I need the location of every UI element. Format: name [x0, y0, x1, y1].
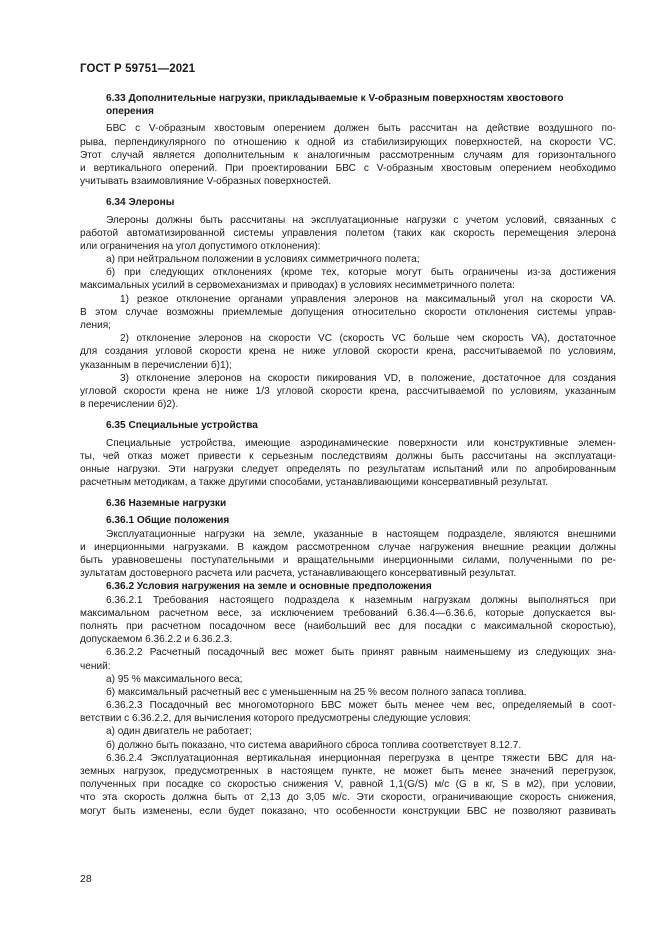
paragraph-line: Эксплуатационные нагрузки на земле, указанные в настоящем подразделе, являются внешними	[106, 528, 616, 540]
list-item-a: а) 95 % максимального веса;	[106, 673, 243, 685]
list-item-a: а) при нейтральном положении в условиях симметричного полета;	[106, 254, 420, 266]
list-item-b: б) максимальный расчетный вес с уменьшенным на 25 % весом полного запаса топлива.	[106, 686, 527, 698]
paragraph-line: максимальном расчетном весе, за исключением требований 6.36.4—6.36.6, которые допускается вы-	[80, 607, 616, 619]
paragraph-line: земных нагрузок, предусмотренных в настоящем пункте, не может быть менее значений перегрузок,	[80, 766, 616, 777]
paragraph-line: Элероны должны быть рассчитаны на эксплуатационные нагрузки с учетом условий, связанных с	[106, 214, 616, 226]
list-item-b: б) должно быть показано, что система аварийного сброса топлива соответствует 8.12.7.	[106, 739, 522, 751]
paragraph-line: учитывать взаимовлияние V-образных поверхностей.	[80, 176, 332, 188]
section-6-33-title-line-2: оперения	[106, 106, 154, 118]
page-number: 28	[80, 873, 92, 885]
paragraph-line: расчетным методикам, а также другими способами, устанавливающими консервативный результат.	[80, 477, 549, 489]
paragraph-line: для создания угловой скорости крена не ниже угловой скорости крена, рассчитываемой по условиям,	[80, 346, 616, 358]
paragraph-line: полученных при посадке со скоростью снижения V, равной 1,1(G/S) м/с (G в кг, S в м2), при условии,	[80, 779, 616, 791]
list-item-b3: 3) отклонение элеронов на скорости пикирования VD, в положение, достаточное для создания	[120, 372, 616, 384]
paragraph-line: полнять при расчетном посадочном весе (наибольший вес для посадки с максимальной скоростью),	[80, 620, 616, 632]
paragraph-line: работой автоматизированной системы управления полетом (таких как скорость перемещения элерона	[80, 227, 616, 239]
paragraph-line: 6.36.2.2 Расчетный посадочный вес может быть принят равным наименьшему из следующих зна-	[106, 647, 616, 659]
paragraph-line: ветствии с 6.36.2.2, для вычисления которого предусмотрены следующие условия:	[80, 713, 472, 725]
paragraph-line: Специальные устройства, имеющие аэродинамические поверхности или конструктивные элемен-	[106, 437, 616, 449]
list-item-b: б) при следующих отклонениях (кроме тех, которые могут быть ограничены из-за достижения	[106, 267, 616, 279]
subsection-6-36-1-title: 6.36.1 Общие положения	[106, 515, 230, 527]
paragraph-line: онные нагрузки. Эти нагрузки следует определять по результатам испытаний или по апробированным	[80, 463, 616, 475]
standard-header: ГОСТ Р 59751—2021	[80, 63, 196, 75]
list-item-a: а) один двигатель не работает;	[106, 726, 252, 738]
paragraph-line: ления;	[80, 320, 111, 331]
paragraph-line: ты, чей отказ может привести к серьезным последствиям должны быть рассчитаны на эксплуатаци-	[80, 450, 616, 462]
paragraph-line: 6.36.2.3 Посадочный вес многомоторного БВС может быть менее чем вес, определяемый в соот-	[106, 700, 616, 712]
paragraph-line: что эта скорость должна быть от 2,13 до 3,05 м/с. Эти скорости, ограничивающие скорость снижения,	[80, 792, 616, 804]
list-item-b1: 1) резкое отклонение органами управления элеронов на максимальный угол на скорости VA.	[120, 293, 616, 305]
paragraph-line: БВС с V-образным хвостовым оперением должен быть рассчитан на действие воздушного по-	[106, 123, 616, 135]
section-6-33-title-line-1: 6.33 Дополнительные нагрузки, прикладываемые к V-образным поверхностям хвостового	[106, 93, 564, 104]
paragraph-line: чений:	[80, 660, 111, 672]
paragraph-line: указанным в перечислении б)1);	[80, 359, 232, 371]
document-body	[80, 92, 616, 818]
section-6-36-title: 6.36 Наземные нагрузки	[106, 498, 227, 510]
paragraph-line: Этот случай является дополнительным к аналогичным рассмотренным случаям для горизонтального	[80, 149, 616, 161]
paragraph-line: и вертикального оперений. При проектировании БВС с V-образным хвостовым оперением необходимо	[80, 162, 616, 174]
paragraph-line: В этом случае возможны приемлемые допущения относительно скорости отклонения системы управ-	[80, 306, 616, 318]
paragraph-line: могут быть изменены, если будет показано, что особенности конструкции БВС не позволяют развивать	[80, 805, 616, 817]
paragraph-line: быть уравновешены поступательными и вращательными инерционными силами, полученными по ре-	[80, 555, 616, 566]
paragraph-line: в перечислении б)2).	[80, 399, 179, 411]
paragraph-line: или ограничения на угол допустимого отклонения):	[80, 240, 321, 252]
paragraph-line: рыва, перпендикулярного по отношению к одной из стабилизирующих поверхностей, на скорости VC.	[80, 136, 616, 148]
section-6-34-title: 6.34 Элероны	[106, 197, 175, 209]
paragraph-line: допускаемом 6.36.2.2 и 6.36.2.3.	[80, 634, 233, 646]
paragraph-line: зультатам достоверного расчета или расчета, устанавливающего консервативный результат.	[80, 568, 517, 580]
section-6-35-title: 6.35 Специальные устройства	[106, 420, 258, 432]
list-item-b2: 2) отклонение элеронов на скорости VC (скорость VC больше чем скорость VA), достаточное	[120, 333, 616, 345]
subsection-6-36-2-title: 6.36.2 Условия нагружения на земле и основные предположения	[106, 581, 432, 593]
paragraph-line: 6.36.2.4 Эксплуатационная вертикальная инерционная перегрузка в центре тяжести БВС для на-	[106, 752, 616, 764]
paragraph-line: 6.36.2.1 Требования настоящего подраздела к наземным нагрузкам должны выполняться при	[106, 594, 616, 606]
paragraph-line: угловой скорости крена не ниже 1/3 угловой скорости крена, рассчитываемой по условиям, указанным	[80, 385, 616, 397]
paragraph-line: и инерционными нагрузками. В каждом рассмотренном случае нагружения внешние реакции должны	[80, 541, 616, 553]
paragraph-line: максимальных усилий в сервомеханизмах и приводах) в условиях несимметричного полета:	[80, 280, 515, 292]
